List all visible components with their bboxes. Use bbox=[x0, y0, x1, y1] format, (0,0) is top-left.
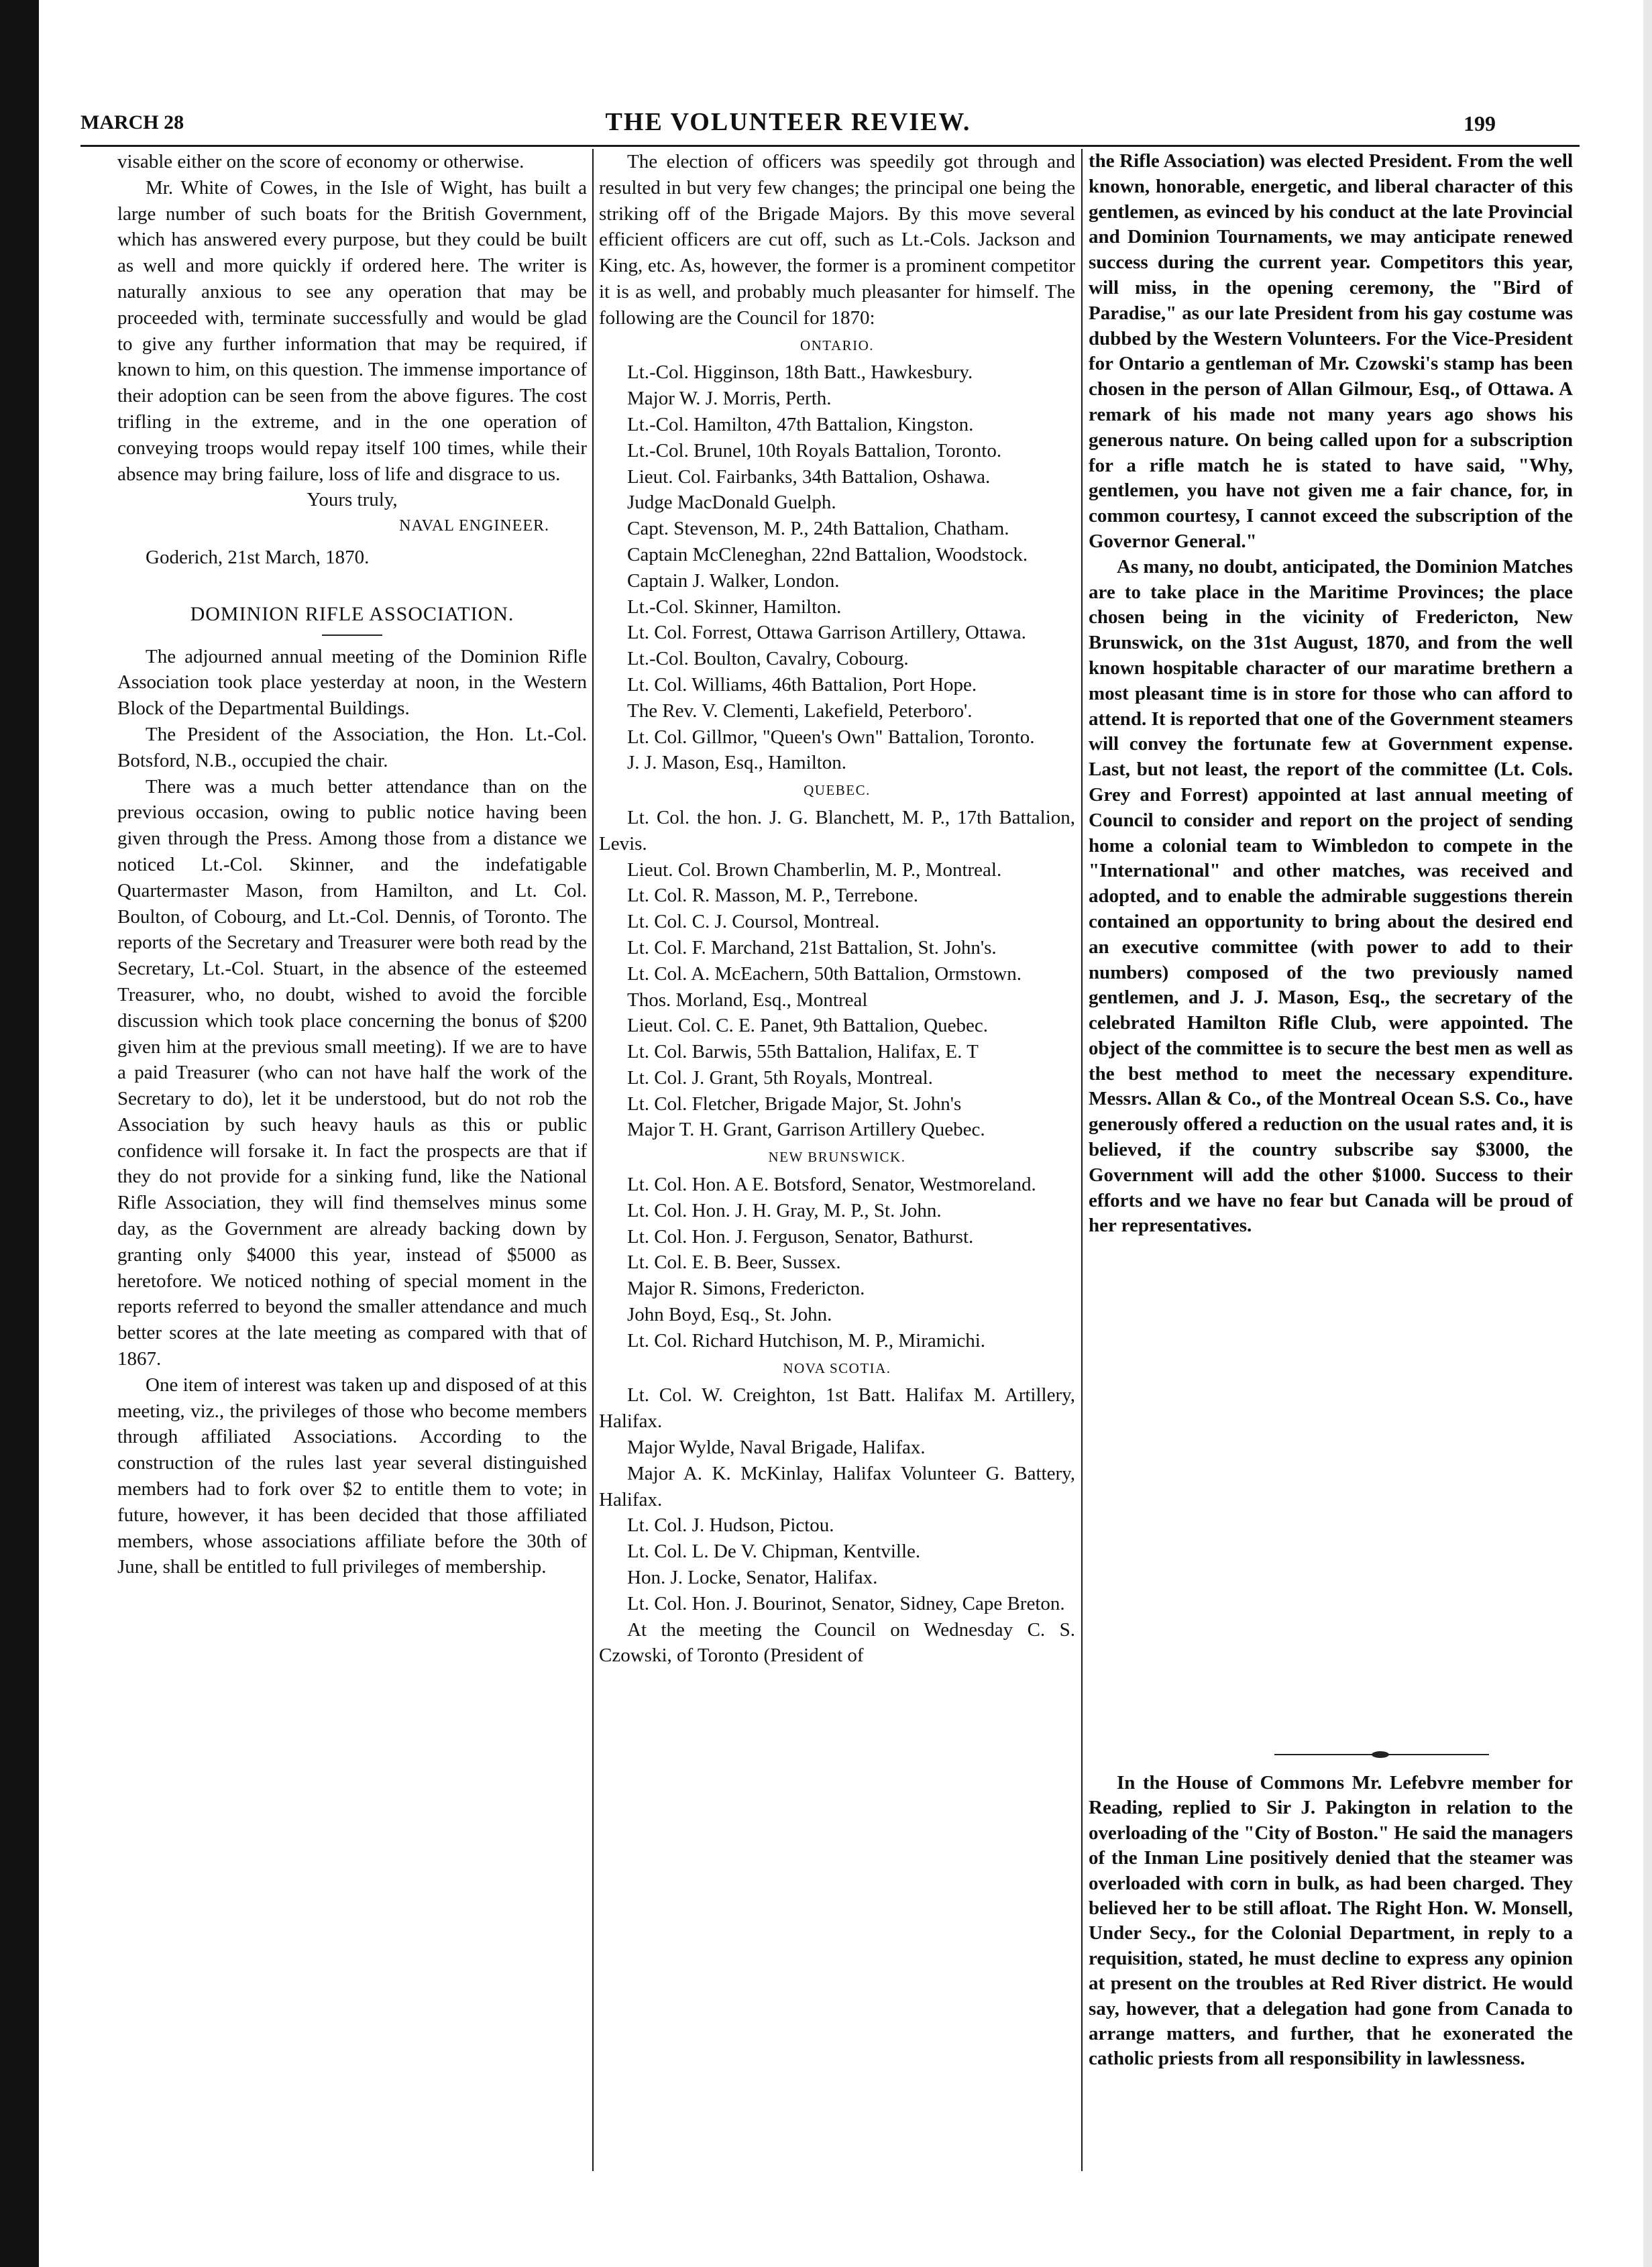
col1-paragraph: One item of interest was taken up and disposed of at this meeting, viz., the privileges of those who become members through affiliated Associations. According to the construction of the rules last year several distinguished members had to fork over $2 to entitle them to vote; in future, however, it has been decided that those affiliated members, whose associations affiliate before the 30th of June, shall be entitled to full privileges of membership. bbox=[117, 1374, 587, 1578]
council-member: Captain McCleneghan, 22nd Battalion, Woodstock. bbox=[627, 543, 1028, 565]
council-member: Major A. K. McKinlay, Halifax Volunteer G. Battery, Halifax. bbox=[599, 1462, 1075, 1510]
column-rule-1 bbox=[592, 149, 594, 2171]
letter-dateline: Goderich, 21st March, 1870. bbox=[146, 546, 370, 568]
letter-signature: NAVAL ENGINEER. bbox=[399, 517, 549, 535]
header-title: THE VOLUNTEER REVIEW. bbox=[605, 108, 971, 136]
council-member: Lt. Col. Barwis, 55th Battalion, Halifax, E. T bbox=[627, 1041, 979, 1063]
column-2 bbox=[599, 149, 1075, 1669]
column-1 bbox=[117, 149, 587, 1580]
col1-paragraph: The President of the Association, the Hon. Lt.-Col. Botsford, N.B., occupied the chair. bbox=[117, 723, 587, 771]
scan-binding-edge bbox=[0, 0, 39, 2267]
council-member: Hon. J. Locke, Senator, Halifax. bbox=[627, 1567, 878, 1589]
council-member: Lt. Col. Hon. J. Bourinot, Senator, Sidney, Cape Breton. bbox=[627, 1592, 1065, 1614]
col3-paragraph: In the House of Commons Mr. Lefebvre member for Reading, replied to Sir J. Pakington in relation to the overloading of the "City of Boston." He said the managers of the Inman Line positively denied that the steamer was overloaded with corn in bulk, as had been charged. They believed her to be still afloat. The Right Hon. W. Monsell, Under Secy., for the Colonial Department, in reply to a requisition, stated, he must decline to express any opinion at present on the troubles at Red River district. He would say, however, that a delegation had gone from Canada to arrange matters, and further, that he exonerated the catholic priests from all responsibility in lawlessness. bbox=[1089, 1772, 1573, 2070]
col1-paragraph: visable either on the score of economy or otherwise. bbox=[117, 151, 525, 172]
scan-right-edge bbox=[1643, 0, 1652, 2267]
council-member: Captain J. Walker, London. bbox=[627, 569, 840, 592]
col1-paragraph: There was a much better attendance than on the previous occasion, owing to public notice having been given through the Press. Among those from a distance we noticed Lt.-Col. Skinner, and the indefatigable Quartermaster Mason, from Hamilton, and Lt. Col. Boulton, of Cobourg, and Lt.-Col. Dennis, of Toronto. The reports of the Secretary and Treasurer were both read by the Secretary, Lt.-Col. Stuart, in the absence of the esteemed Treasurer, who, no doubt, wished to avoid the forcible discussion which took place concerning the bonus of $200 given him at the previous small meeting). If we are to have a paid Treasurer (who can not have half the work of the Secretary to do), let it be understood, but do not rob the Association by such heavy hauls as this or public confidence will forsake it. In fact the prospects are that if they do not provide for a sinking fund, like the National Rifle Association, they will find themselves minus some day, as the Government are already backing down by granting only $4000 this year, instead of $5000 as heretofore. We noticed nothing of special moment in the reports referred to beyond the smaller attendance and much better scores at the late meeting as compared with that of 1867. bbox=[117, 775, 587, 1370]
council-member: Lt. Col. E. B. Beer, Sussex. bbox=[627, 1252, 841, 1274]
col1-paragraph: Mr. White of Cowes, in the Isle of Wight, has built a large number of such boats for the British Government, which has answered every purpose, but they could be built as well and more quickly if ordered here. The writer is naturally anxious to see any operation that may be proceeded with, terminate successfully and would be glad to give any further information that may be required, if known to him, on this question. The immense importance of their adoption can be seen from the above figures. The cost trifling in the extreme, and in the one operation of conveying troops would repay itself 100 times, while their absence may bring failure, loss of life and disgrace to us. bbox=[117, 176, 587, 485]
council-member: Lt. Col. Richard Hutchison, M. P., Miramichi. bbox=[627, 1329, 986, 1351]
council-member: Lieut. Col. C. E. Panet, 9th Battalion, Quebec. bbox=[627, 1015, 989, 1037]
council-member: Lieut. Col. Fairbanks, 34th Battalion, Oshawa. bbox=[627, 465, 991, 488]
council-list-new-brunswick bbox=[599, 1172, 1075, 1354]
council-member: Lt. Col. F. Marchand, 21st Battalion, St. John's. bbox=[627, 936, 997, 958]
column-3-lower bbox=[1089, 1771, 1573, 2072]
province-heading-new-brunswick: NEW BRUNSWICK. bbox=[768, 1149, 906, 1166]
page-header bbox=[80, 107, 1496, 145]
council-member: Major W. J. Morris, Perth. bbox=[627, 388, 832, 410]
section-title: DOMINION RIFLE ASSOCIATION. bbox=[190, 602, 514, 625]
council-member: Lt. Col. Forrest, Ottawa Garrison Artillery, Ottawa. bbox=[627, 622, 1026, 644]
council-member: Judge MacDonald Guelph. bbox=[627, 492, 836, 514]
column-3 bbox=[1089, 149, 1573, 1239]
col3-paragraph: As many, no doubt, anticipated, the Dominion Matches are to take place in the Maritime Provinces; the place chosen being in the vicinity of Fredericton, New Brunswick, on the 31st August, 1870, and from the well known hospitable character of our maratime brethern a most pleasant time is in store for those who can afford to attend. It is reported that one of the Government steamers will convey the fortunate few at Government expense. Last, but not least, the report of the committee (Lt. Cols. Grey and Forrest) appointed at last annual meeting of Council to consider and report on the project of sending home a colonial team to Wimbledon to compete in the "International" and other matches, was received and adopted, and to enable the admirable suggestions therein contained an opportunity to bring about the desired end an executive committee (with power to add to their numbers) composed of the two previously named gentlemen, and J. J. Mason, Esq., the secretary of the celebrated Hamilton Rifle Club, were appointed. The object of the committee is to secure the best men as well as the best method to meet the necessary expenditure. Messrs. Allan & Co., of the Montreal Ocean S.S. Co., have generously offered a reduction on the usual rates and, it is believed, if the country subscribe say $3000, the Government will add the other $1000. Success to their efforts and we have no fear but Canada will be proud of her representatives. bbox=[1089, 555, 1573, 1237]
council-list-ontario bbox=[599, 360, 1075, 776]
council-member: J. J. Mason, Esq., Hamilton. bbox=[627, 752, 847, 774]
council-member: Lt.-Col. Higginson, 18th Batt., Hawkesbury. bbox=[627, 362, 973, 384]
letter-closing: Yours truly, bbox=[307, 489, 398, 511]
header-rule bbox=[80, 145, 1580, 147]
council-member: Lt. Col. Hon. J. H. Gray, M. P., St. John. bbox=[627, 1199, 942, 1221]
col3-paragraph: the Rifle Association) was elected President. From the well known, honorable, energetic, and liberal character of this gentlemen, as evinced by his conduct at the late Provincial and Dominion Tournaments, we may anticipate renewed success during the current year. Competitors this year, will miss, in the opening ceremony, the "Bird of Paradise," as our late President from his gay costume was dubbed by the Western Volunteers. For the Vice-President for Ontario a gentleman of Mr. Czowski's stamp has been chosen in the person of Allan Gilmour, Esq., of Ottawa. A remark of his made not many years ago shows his generous nature. On being called upon for a subscription for a rifle match he is stated to have said, "Why, gentlemen, you have not given me a fair chance, for, in common courtesy, I cannot exceed the subscription of the Governor General." bbox=[1089, 150, 1573, 552]
council-member: Major T. H. Grant, Garrison Artillery Quebec. bbox=[627, 1119, 985, 1141]
council-member: Lt. Col. W. Creighton, 1st Batt. Halifax M. Artillery, Halifax. bbox=[599, 1384, 1075, 1433]
council-member: Lt. Col. Fletcher, Brigade Major, St. John's bbox=[627, 1093, 962, 1115]
column-rule-2 bbox=[1081, 149, 1083, 2171]
province-heading-nova-scotia: NOVA SCOTIA. bbox=[783, 1360, 891, 1376]
council-member: Lt. Col. Hon. A E. Botsford, Senator, Westmoreland. bbox=[627, 1174, 1036, 1196]
council-member: Lt. Col. Williams, 46th Battalion, Port Hope. bbox=[627, 673, 977, 696]
council-member: Lt.-Col. Boulton, Cavalry, Cobourg. bbox=[627, 648, 909, 670]
province-heading-ontario: ONTARIO. bbox=[800, 337, 875, 353]
council-member: Major Wylde, Naval Brigade, Halifax. bbox=[627, 1437, 926, 1459]
council-member: Capt. Stevenson, M. P., 24th Battalion, Chatham. bbox=[627, 518, 1009, 540]
col1-paragraph: The adjourned annual meeting of the Dominion Rifle Association took place yesterday at noon, in the Western Block of the Departmental Buildings. bbox=[117, 645, 587, 720]
header-date: MARCH 28 bbox=[80, 111, 184, 133]
council-member: Major R. Simons, Fredericton. bbox=[627, 1278, 865, 1300]
council-member: Lt. Col. J. Hudson, Pictou. bbox=[627, 1514, 834, 1537]
section-divider bbox=[322, 634, 382, 636]
article-divider-ornament bbox=[1372, 1751, 1389, 1758]
province-heading-quebec: QUEBEC. bbox=[804, 782, 871, 799]
council-member: Lt.-Col. Hamilton, 47th Battalion, Kingston. bbox=[627, 413, 974, 435]
council-member: Lt. Col. C. J. Coursol, Montreal. bbox=[627, 911, 880, 933]
col2-closing: At the meeting the Council on Wednesday C. S. Czowski, of Toronto (President of bbox=[599, 1618, 1075, 1667]
council-member: Lt. Col. J. Grant, 5th Royals, Montreal. bbox=[627, 1066, 933, 1089]
council-member: Thos. Morland, Esq., Montreal bbox=[627, 989, 868, 1011]
council-member: Lt. Col. Gillmor, "Queen's Own" Battalion, Toronto. bbox=[627, 726, 1035, 748]
council-member: Lt.-Col. Skinner, Hamilton. bbox=[627, 596, 842, 618]
council-member: Lieut. Col. Brown Chamberlin, M. P., Montreal. bbox=[627, 859, 1002, 881]
council-member: Lt. Col. the hon. J. G. Blanchett, M. P., 17th Battalion, Levis. bbox=[599, 806, 1075, 854]
council-list-nova-scotia bbox=[599, 1382, 1075, 1616]
council-member: Lt. Col. L. De V. Chipman, Kentville. bbox=[627, 1541, 921, 1563]
council-list-quebec bbox=[599, 805, 1075, 1143]
council-member: John Boyd, Esq., St. John. bbox=[627, 1304, 832, 1326]
col2-intro: The election of officers was speedily got through and resulted in but very few changes; the principal one being the striking off of the Brigade Majors. By this move several efficient officers are cut off, such as Lt.-Cols. Jackson and King, etc. As, however, the former is a prominent competitor it is as well, and probably much pleasanter for himself. The following are the Council for 1870: bbox=[599, 151, 1075, 329]
council-member: Lt. Col. A. McEachern, 50th Battalion, Ormstown. bbox=[627, 962, 1022, 985]
header-page-number: 199 bbox=[1464, 111, 1496, 135]
council-member: Lt.-Col. Brunel, 10th Royals Battalion, Toronto. bbox=[627, 439, 1002, 461]
council-member: The Rev. V. Clementi, Lakefield, Peterboro'. bbox=[627, 700, 973, 722]
council-member: Lt. Col. Hon. J. Ferguson, Senator, Bathurst. bbox=[627, 1225, 974, 1248]
council-member: Lt. Col. R. Masson, M. P., Terrebone. bbox=[627, 885, 919, 907]
